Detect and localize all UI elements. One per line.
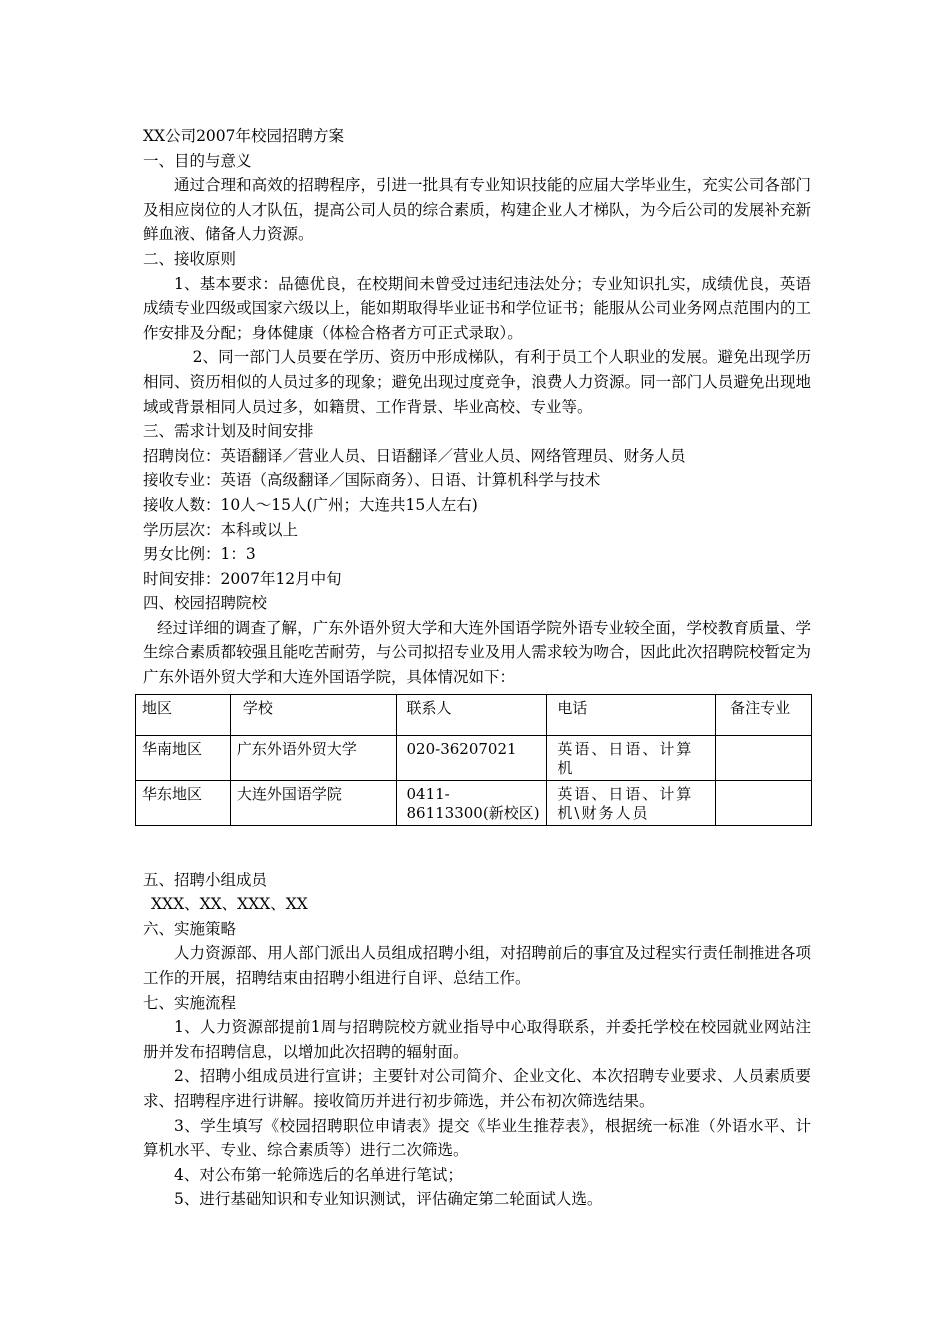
section-2-heading: 二、接收原则 (143, 249, 237, 268)
table-header-cell: 电话 (547, 694, 716, 735)
process-step-4: 4、对公布第一轮筛选后的名单进行笔试； (174, 1165, 463, 1184)
table-cell: 英语、日语、计算机 (547, 735, 716, 780)
requirement-schedule: 时间安排：2007年12月中旬 (143, 569, 342, 588)
table-cell: 华南地区 (136, 735, 231, 780)
requirement-majors: 接收专业：英语（高级翻译／国际商务）、日语、计算机科学与技术 (143, 471, 601, 490)
requirement-degree: 学历层次：本科或以上 (143, 520, 299, 539)
table-cell: 华东地区 (136, 780, 231, 825)
section-6-heading: 六、实施策略 (143, 919, 237, 938)
table-cell: 020-36207021 (396, 735, 547, 780)
table-header-cell: 学校 (230, 694, 396, 735)
table-cell (716, 735, 812, 780)
section-2-para-2: 2、同一部门人员要在学历、资历中形成梯队，有利于员工个人职业的发展。避免出现学历相同、资历相似的人员过多的现象；避免出现过度竞争，浪费人力资源。同一部门人员避免出现地域或背景相同人员过多，如籍贯、工作背景、毕业高校、专业等。 (143, 348, 811, 416)
process-step-3: 3、学生填写《校园招聘职位申请表》提交《毕业生推荐表》，根据统一标准（外语水平、计算机水平、专业、综合素质等）进行二次筛选。 (143, 1116, 811, 1160)
table-header-row (136, 694, 812, 735)
process-step-5: 5、进行基础知识和专业知识测试，评估确定第二轮面试人选。 (174, 1190, 603, 1209)
table-cell: 广东外语外贸大学 (230, 735, 396, 780)
table-cell: 0411-86113300(新校区) (396, 780, 547, 825)
table-row (136, 780, 812, 825)
process-step-1: 1、人力资源部提前1周与招聘院校方就业指导中心取得联系，并委托学校在校园就业网站注册并发布招聘信息，以增加此次招聘的辐射面。 (143, 1018, 811, 1061)
process-step-2: 2、招聘小组成员进行宣讲；主要针对公司简介、企业文化、本次招聘专业要求、人员素质要求、招聘程序进行讲解。接收简历并进行初步筛选，并公布初次筛选结果。 (143, 1067, 811, 1110)
section-5-heading: 五、招聘小组成员 (143, 870, 268, 889)
requirement-gender-ratio: 男女比例：1：3 (143, 545, 256, 564)
section-7-heading: 七、实施流程 (143, 993, 237, 1012)
table-header-cell: 备注专业 (716, 694, 812, 735)
document-page (143, 124, 811, 1212)
table-cell: 大连外国语学院 (230, 780, 396, 825)
table-cell: 英语、日语、计算机\财务人员 (547, 780, 716, 825)
section-4-heading: 四、校园招聘院校 (143, 594, 268, 613)
requirement-positions: 招聘岗位：英语翻译／营业人员、日语翻译／营业人员、网络管理员、财务人员 (143, 446, 686, 465)
requirement-headcount: 接收人数：10人～15人(广州；大连共15人左右) (143, 495, 478, 514)
section-1-heading: 一、目的与意义 (143, 151, 252, 170)
table-row (136, 735, 812, 780)
table-header-cell: 联系人 (396, 694, 547, 735)
document-title: XX公司2007年校园招聘方案 (143, 127, 345, 145)
section-3-heading: 三、需求计划及时间安排 (143, 422, 314, 441)
section-6-body: 人力资源部、用人部门派出人员组成招聘小组，对招聘前后的事宜及过程实行责任制推进各项工作的开展，招聘结束由招聘小组进行自评、总结工作。 (143, 944, 811, 988)
table-header-cell: 地区 (136, 694, 231, 735)
section-1-body: 通过合理和高效的招聘程序，引进一批具有专业知识技能的应届大学毕业生，充实公司各部门及相应岗位的人才队伍，提高公司人员的综合素质，构建企业人才梯队，为今后公司的发展补充新鲜血液、储备人力资源。 (143, 176, 811, 244)
schools-table (135, 694, 812, 826)
section-4-body: 经过详细的调查了解，广东外语外贸大学和大连外国语学院外语专业较全面，学校教育质量、学生综合素质都较强且能吃苦耐劳，与公司拟招专业及用人需求较为吻合，因此此次招聘院校暂定为广东外语外贸大学和大连外国语学院，具体情况如下： (143, 618, 811, 687)
section-2-para-1: 1、基本要求：品德优良，在校期间未曾受过违纪违法处分；专业知识扎实，成绩优良，英语成绩专业四级或国家六级以上，能如期取得毕业证书和学位证书；能服从公司业务网点范围内的工作安排及分配；身体健康（体检合格者方可正式录取）。 (143, 274, 811, 342)
section-5-members: XXX、XX、XXX、XX (151, 895, 308, 914)
table-cell (716, 780, 812, 825)
